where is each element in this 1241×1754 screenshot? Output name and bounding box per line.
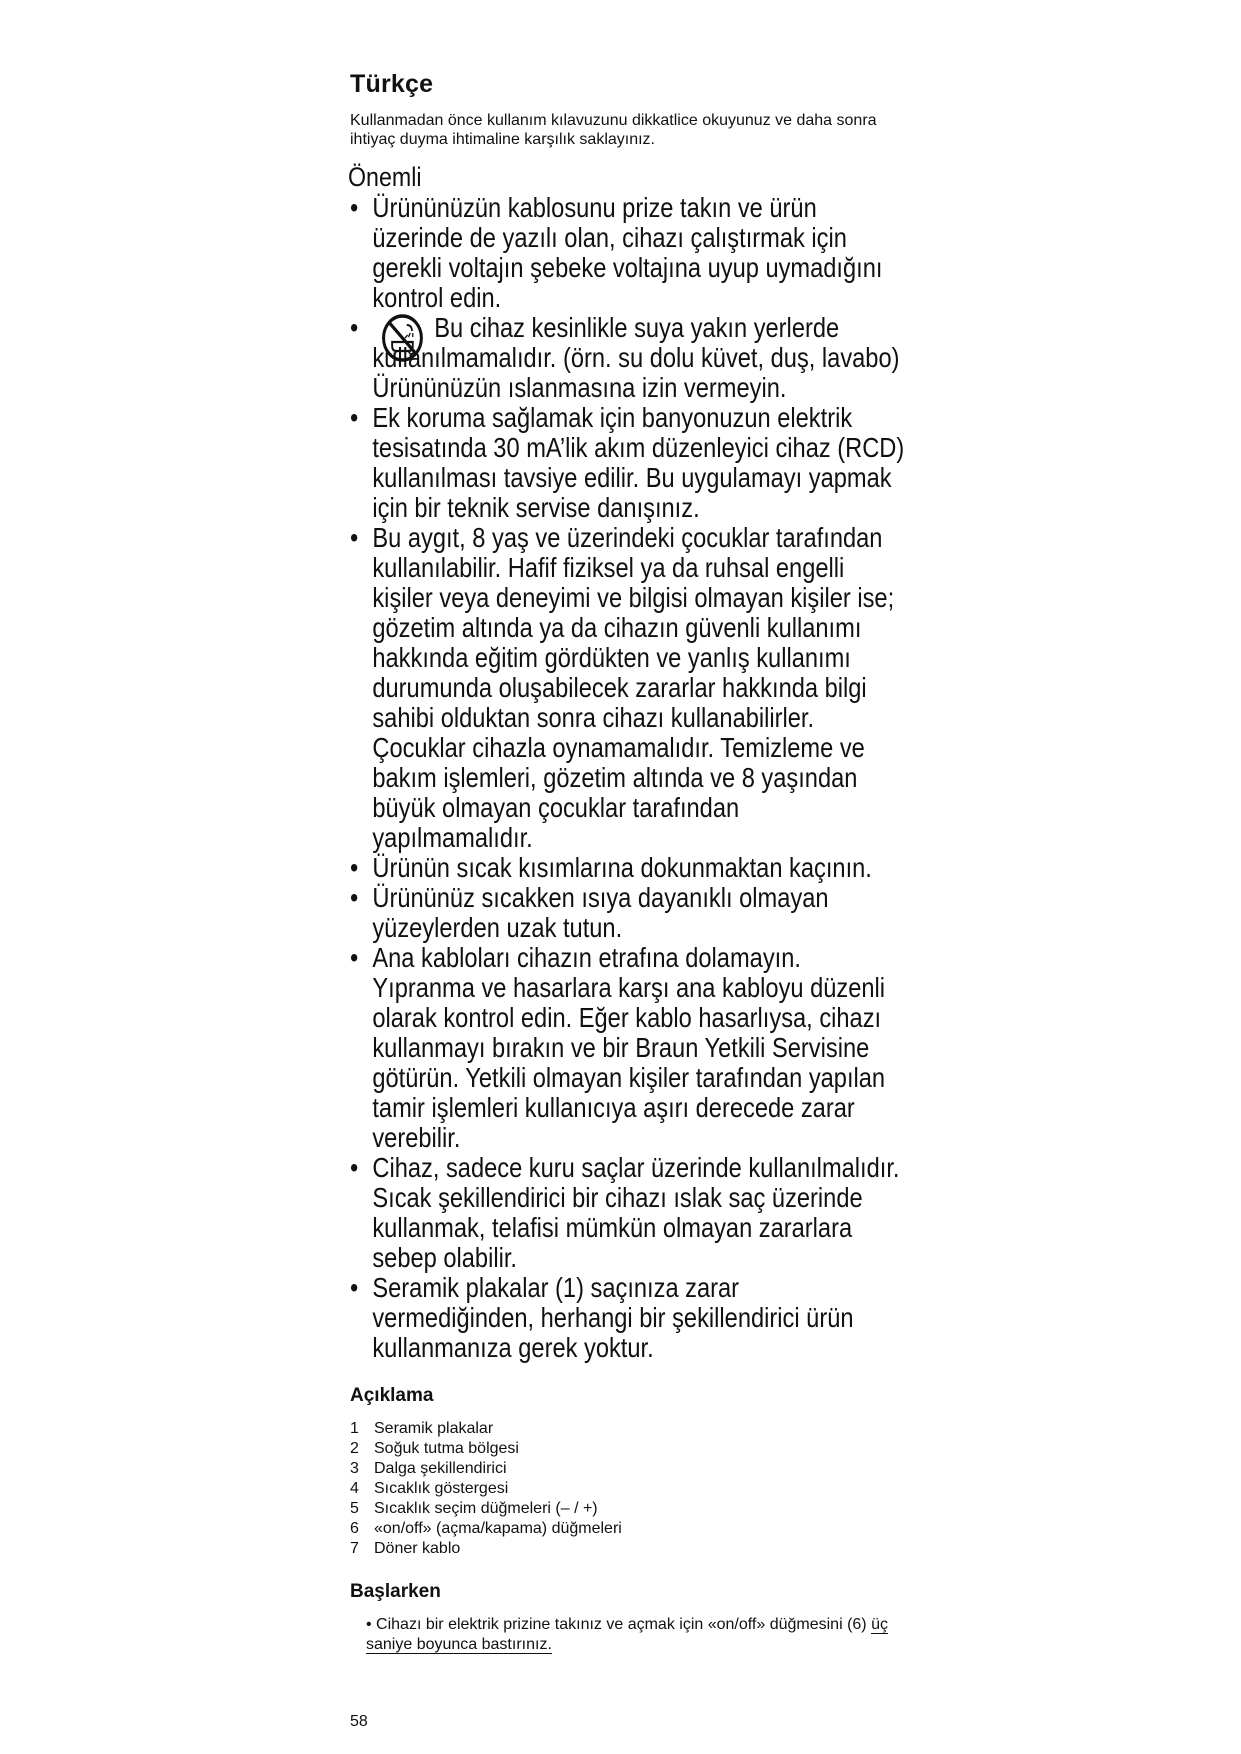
- start-heading: Başlarken: [350, 1581, 441, 1602]
- intro-text: Kullanmadan önce kullanım kılavuzunu dikkatlice okuyunuz ve daha sonra ihtiyaç duyma ihtimaline karşılık saklayınız.: [350, 112, 877, 148]
- page-column: [350, 70, 910, 1655]
- bullet-icon: •: [350, 522, 359, 553]
- legend-item: 7 Döner kablo: [350, 1540, 461, 1557]
- bullet-icon: •: [350, 1272, 359, 1303]
- list-item: • Bu cihaz kesinlikle suya yakın yerlerde kullanılmamalıdır. (örn. su dolu küvet, duş, lavabo) Ürününüzün ıslanmasına izin vermeyin.: [350, 312, 900, 403]
- legend-item: 4 Sıcaklık göstergesi: [350, 1480, 509, 1497]
- page-title: Türkçe: [350, 70, 434, 98]
- legend-item: 1 Seramik plakalar: [350, 1420, 494, 1437]
- no-water-bathtub-icon: [381, 313, 424, 363]
- legend-item: 3 Dalga şekillendirici: [350, 1460, 507, 1477]
- bullet-icon: •: [350, 882, 359, 913]
- description-heading: Açıklama: [350, 1385, 434, 1406]
- list-item: • Cihazı bir elektrik prizine takınız ve açmak için «on/off» düğmesini (6) üç saniye boyunca bastırınız.: [366, 1616, 888, 1653]
- list-item: • Bu aygıt, 8 yaş ve üzerindeki çocuklar tarafından kullanılabilir. Hafif fiziksel ya da ruhsal engelli kişiler veya deneyimi ve bilgisi olmayan kişiler ise; gözetim altında ya da cihazın güvenli kullanımı hakkında eğitim gördükten ve yanlış kullanımı durumunda oluşabilecek zararlar hakkında bilgi sahibi olduktan sonra cihazı kullanabilirler. Çocuklar cihazla oynamamalıdır. Temizleme ve bakım işlemleri, gözetim altında ve 8 yaşından büyük olmayan çocuklar tarafından yapılmamalıdır.: [350, 522, 895, 853]
- bullet-icon: •: [350, 192, 359, 223]
- bullet-icon: •: [350, 1152, 359, 1183]
- list-item: • Ürünün sıcak kısımlarına dokunmaktan kaçının.: [350, 852, 872, 883]
- list-item: • Ana kabloları cihazın etrafına dolamayın. Yıpranma ve hasarlara karşı ana kabloyu düzenli olarak kontrol edin. Eğer kablo hasarlıysa, cihazı kullanmayı bırakın ve bir Braun Yetkili Servisine götürün. Yetkili olmayan kişiler tarafından yapılan tamir işlemleri kullanıcıya aşırı derecede zarar verebilir.: [350, 942, 886, 1153]
- bullet-icon: •: [350, 312, 359, 343]
- list-item: • Seramik plakalar (1) saçınıza zarar vermediğinden, herhangi bir şekillendirici ürün kullanmanıza gerek yoktur.: [350, 1272, 854, 1363]
- bullet-icon: •: [350, 402, 359, 433]
- page-number: 58: [350, 1713, 368, 1730]
- list-item: • Cihaz, sadece kuru saçlar üzerinde kullanılmalıdır. Sıcak şekillendirici bir cihazı ıslak saç üzerinde kullanmak, telafisi mümkün olmayan zararlara sebep olabilir.: [350, 1152, 900, 1273]
- bullet-icon: •: [350, 942, 359, 973]
- start-list: [350, 1615, 910, 1655]
- legend-item: 6 «on/off» (açma/kapama) düğmeleri: [350, 1520, 622, 1537]
- important-heading: Önemli: [348, 162, 422, 192]
- list-item: • Ek koruma sağlamak için banyonuzun elektrik tesisatında 30 mA’lik akım düzenleyici cihaz (RCD) kullanılması tavsiye edilir. Bu uygulamayı yapmak için bir teknik servise danışınız.: [350, 402, 905, 523]
- parts-legend: [350, 1419, 910, 1559]
- list-item: • Ürününüz sıcakken ısıya dayanıklı olmayan yüzeylerden uzak tutun.: [350, 882, 829, 943]
- legend-item: 2 Soğuk tutma bölgesi: [350, 1440, 519, 1457]
- bullet-icon: •: [350, 852, 359, 883]
- important-list: [350, 193, 910, 1363]
- legend-item: 5 Sıcaklık seçim düğmeleri (– / +): [350, 1500, 598, 1517]
- list-item: • Ürününüzün kablosunu prize takın ve ürün üzerinde de yazılı olan, cihazı çalıştırmak için gerekli voltajın şebeke voltajına uyup uymadığını kontrol edin.: [350, 192, 883, 313]
